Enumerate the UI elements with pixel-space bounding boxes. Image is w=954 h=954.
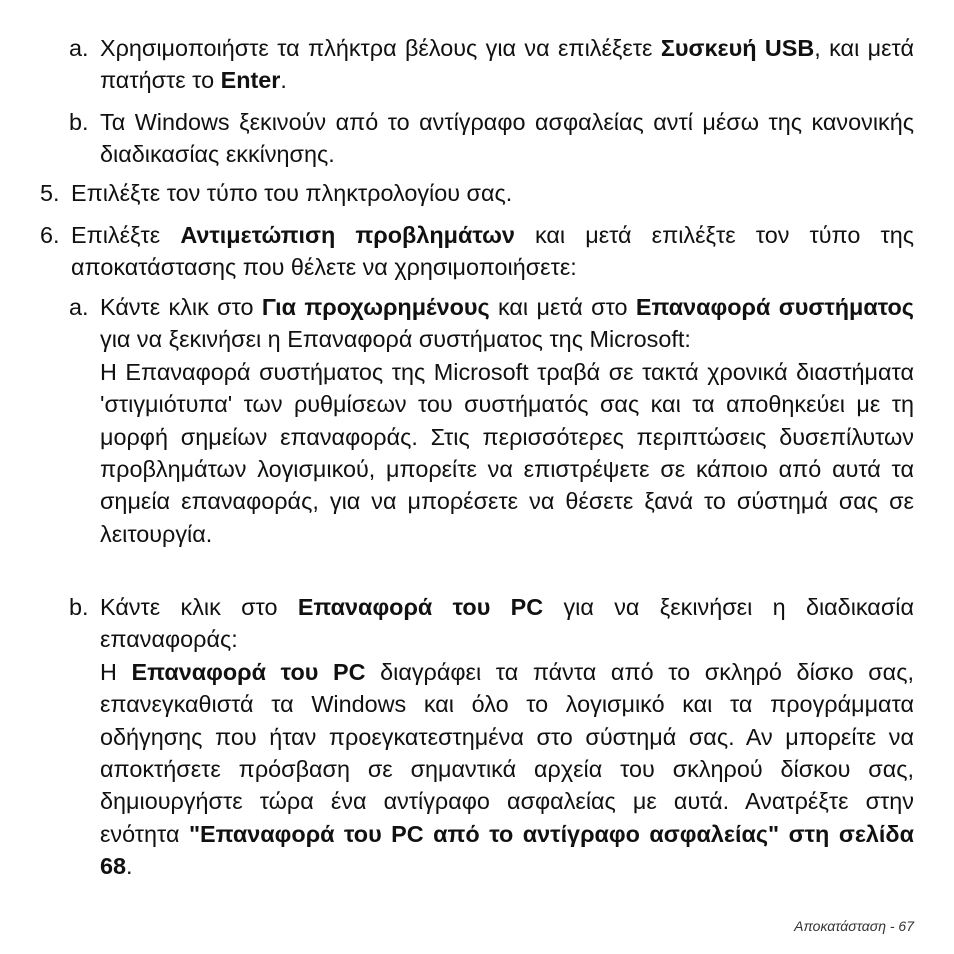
list-item-6-troubleshoot [40, 219, 914, 284]
paragraph: Κάντε κλικ στο Επαναφορά του PC για να ξεκινήσει η διαδικασία επαναφοράς: [100, 594, 914, 653]
page-number: 67 [898, 918, 914, 934]
list-item-5-keyboard [40, 177, 914, 209]
list-item-a-system-restore [69, 291, 914, 550]
list-item-b-windows [69, 106, 914, 171]
list-item-b-reset-pc [69, 591, 914, 883]
paragraph: Η Επαναφορά συστήματος της Microsoft τραβά σε τακτά χρονικά διαστήματα 'στιγμιότυπα' των ρυθμίσεων του συστήματός σας και τα αποθηκεύει με τη μορφή σημείων επαναφοράς. Στις περισσότερες περιπτώσεις δυσεπίλυτων προβλημάτων λογισμικού, μπορείτε να επιστρέψετε σε κάποιο από αυτά τα σημεία επαναφοράς, για να μπορέσετε να θέσετε ξανά το σύστημά σας σε λειτουργία. [100, 358, 914, 547]
page-footer [794, 918, 914, 934]
footer-separator: - [885, 918, 899, 934]
list-marker: b. [69, 594, 89, 620]
bold-term: Αντιμετώπιση προβλημάτων [180, 222, 515, 248]
bold-term: Επαναφορά του PC [131, 658, 366, 685]
cross-reference-link: "Επαναφορά του PC από το αντίγραφο ασφαλείας" στη σελίδα 68 [100, 820, 914, 880]
list-marker: b. [69, 109, 89, 135]
paragraph: Κάντε κλικ στο Για προχωρημένους και μετά στο Επαναφορά συστήματος για να ξεκινήσει η Επαναφορά συστήματος της Microsoft: [100, 294, 914, 353]
footer-section: Αποκατάσταση [794, 918, 886, 934]
list-marker: 5. [40, 180, 60, 206]
paragraph: Χρησιμοποιήστε τα πλήκτρα βέλους για να επιλέξετε Συσκευή USB, και μετά πατήστε το Enter. [100, 35, 914, 94]
list-marker: a. [69, 294, 89, 320]
bold-term: Επαναφορά συστήματος [635, 294, 914, 320]
paragraph: Επιλέξτε τον τύπο του πληκτρολογίου σας. [71, 180, 513, 206]
list-marker: 6. [40, 222, 60, 248]
bold-term: Επαναφορά του PC [297, 594, 544, 620]
list-marker: a. [69, 35, 89, 61]
bold-term: Για προχωρημένους [261, 294, 490, 320]
bold-term: Enter [220, 67, 281, 94]
bold-term: Συσκευή USB [660, 35, 815, 61]
paragraph: Η Επαναφορά του PC διαγράφει τα πάντα από το σκληρό δίσκο σας, επανεγκαθιστά τα Windows και όλο το λογισμικό και τα προγράμματα οδήγησης που ήταν προεγκατεστημένα στο σύστημά σας. Αν μπορείτε να αποκτήσετε πρόσβαση σε σημαντικά αρχεία του σκληρού δίσκου σας, δημιουργήστε τώρα ένα αντίγραφο ασφαλείας με αυτά. Ανατρέξτε στην ενότητα "Επαναφορά του PC από το αντίγραφο ασφαλείας" στη σελίδα 68. [100, 658, 914, 880]
list-item-a-usb [69, 32, 914, 97]
paragraph: Επιλέξτε Αντιμετώπιση προβλημάτων και μετά επιλέξτε τον τύπο της αποκατάστασης που θέλετε να χρησιμοποιήσετε: [71, 222, 914, 281]
paragraph: Τα Windows ξεκινούν από το αντίγραφο ασφαλείας αντί μέσω της κανονικής διαδικασίας εκκίνησης. [100, 109, 914, 168]
